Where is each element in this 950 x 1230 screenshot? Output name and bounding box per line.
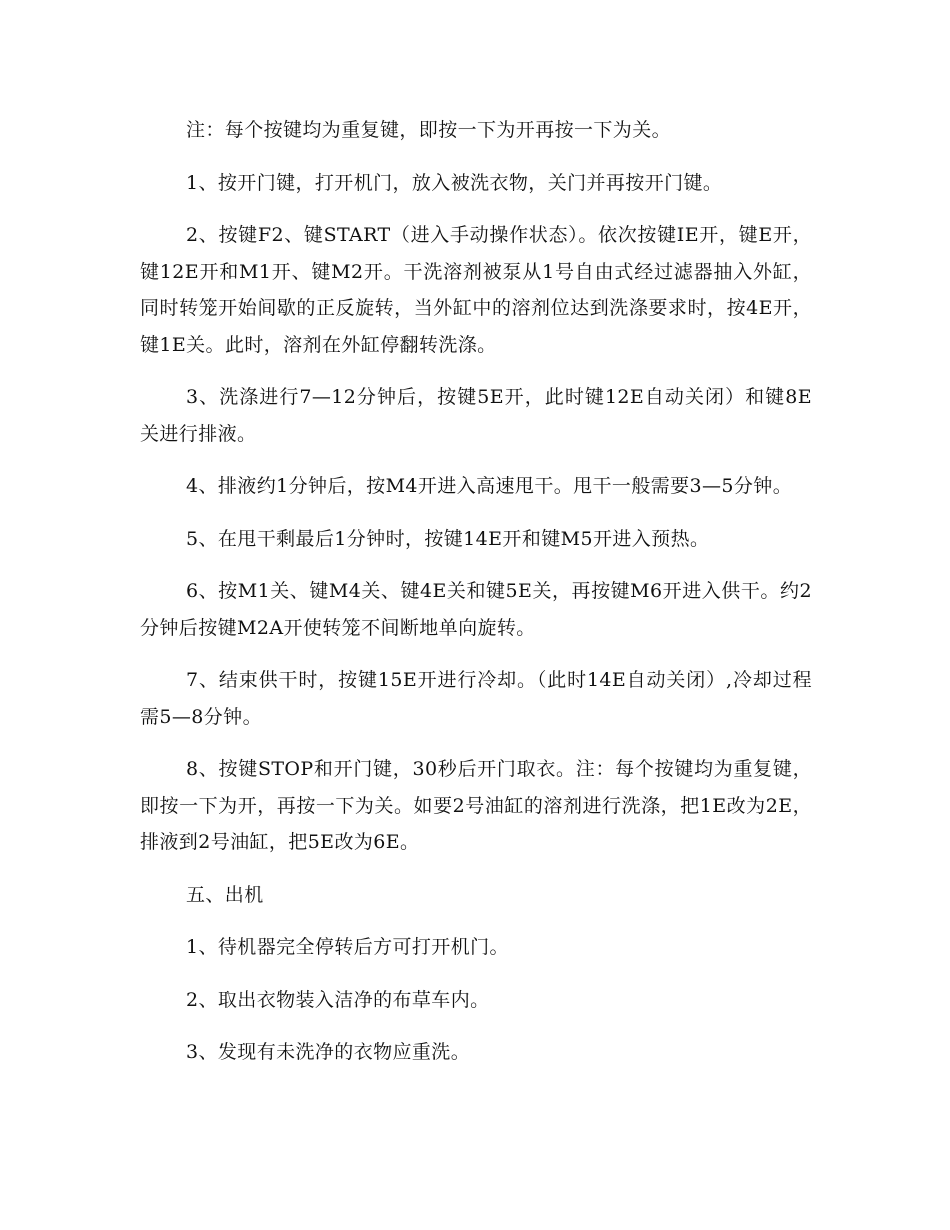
document-body <box>140 112 812 1071</box>
unload-step-2-paragraph: 2、取出衣物装入洁净的布草车内。 <box>186 988 490 1011</box>
section-heading-unloading: 五、出机 <box>186 883 264 906</box>
unload-step-3-paragraph: 3、发现有未洗净的衣物应重洗。 <box>186 1041 471 1063</box>
step-4-paragraph: 4、排液约1分钟后，按M4开进入高速甩干。甩干一般需要3—5分钟。 <box>186 475 793 497</box>
step-1-paragraph: 1、按开门键，打开机门，放入被洗衣物，关门并再按开门键。 <box>186 171 723 194</box>
step-7-paragraph: 7、结束供干时，按键15E开进行冷却。（此时14E自动关闭）,冷却过程需5—8分钟。 <box>140 669 812 728</box>
note-paragraph: 注：每个按键均为重复键，即按一下为开再按一下为关。 <box>186 119 672 141</box>
step-2-paragraph: 2、按键F2、键START（进入手动操作状态）。依次按键IE开，键E开， 键12E开和M1开、键M2开。干洗溶剂被泵从1号自由式经过滤器抽入外缸， 同时转笼开始间歇的正反旋转，当外缸中的溶剂位达到洗涤要求时，按4E开， 键1E关。此时，溶剂在外缸停翻转洗涤。 <box>140 224 812 356</box>
step-3-paragraph: 3、洗涤进行7—12分钟后，按键5E开，此时键12E自动关闭）和键8E关进行排液。 <box>140 386 812 445</box>
step-6-paragraph: 6、按M1关、键M4关、键4E关和键5E关，再按键M6开进入供干。约2分钟后按键M2A开使转笼不间断地单向旋转。 <box>140 580 812 639</box>
unload-step-1-paragraph: 1、待机器完全停转后方可打开机门。 <box>186 936 509 958</box>
step-8-paragraph: 8、按键STOP和开门键，30秒后开门取衣。注：每个按键均为重复键， 即按一下为开，再按一下为关。如要2号油缸的溶剂进行洗涤，把1E改为2E， 排液到2号油缸，把5E改为6E。 <box>140 758 812 853</box>
step-5-paragraph: 5、在甩干剩最后1分钟时，按键14E开和键M5开进入预热。 <box>186 527 710 550</box>
